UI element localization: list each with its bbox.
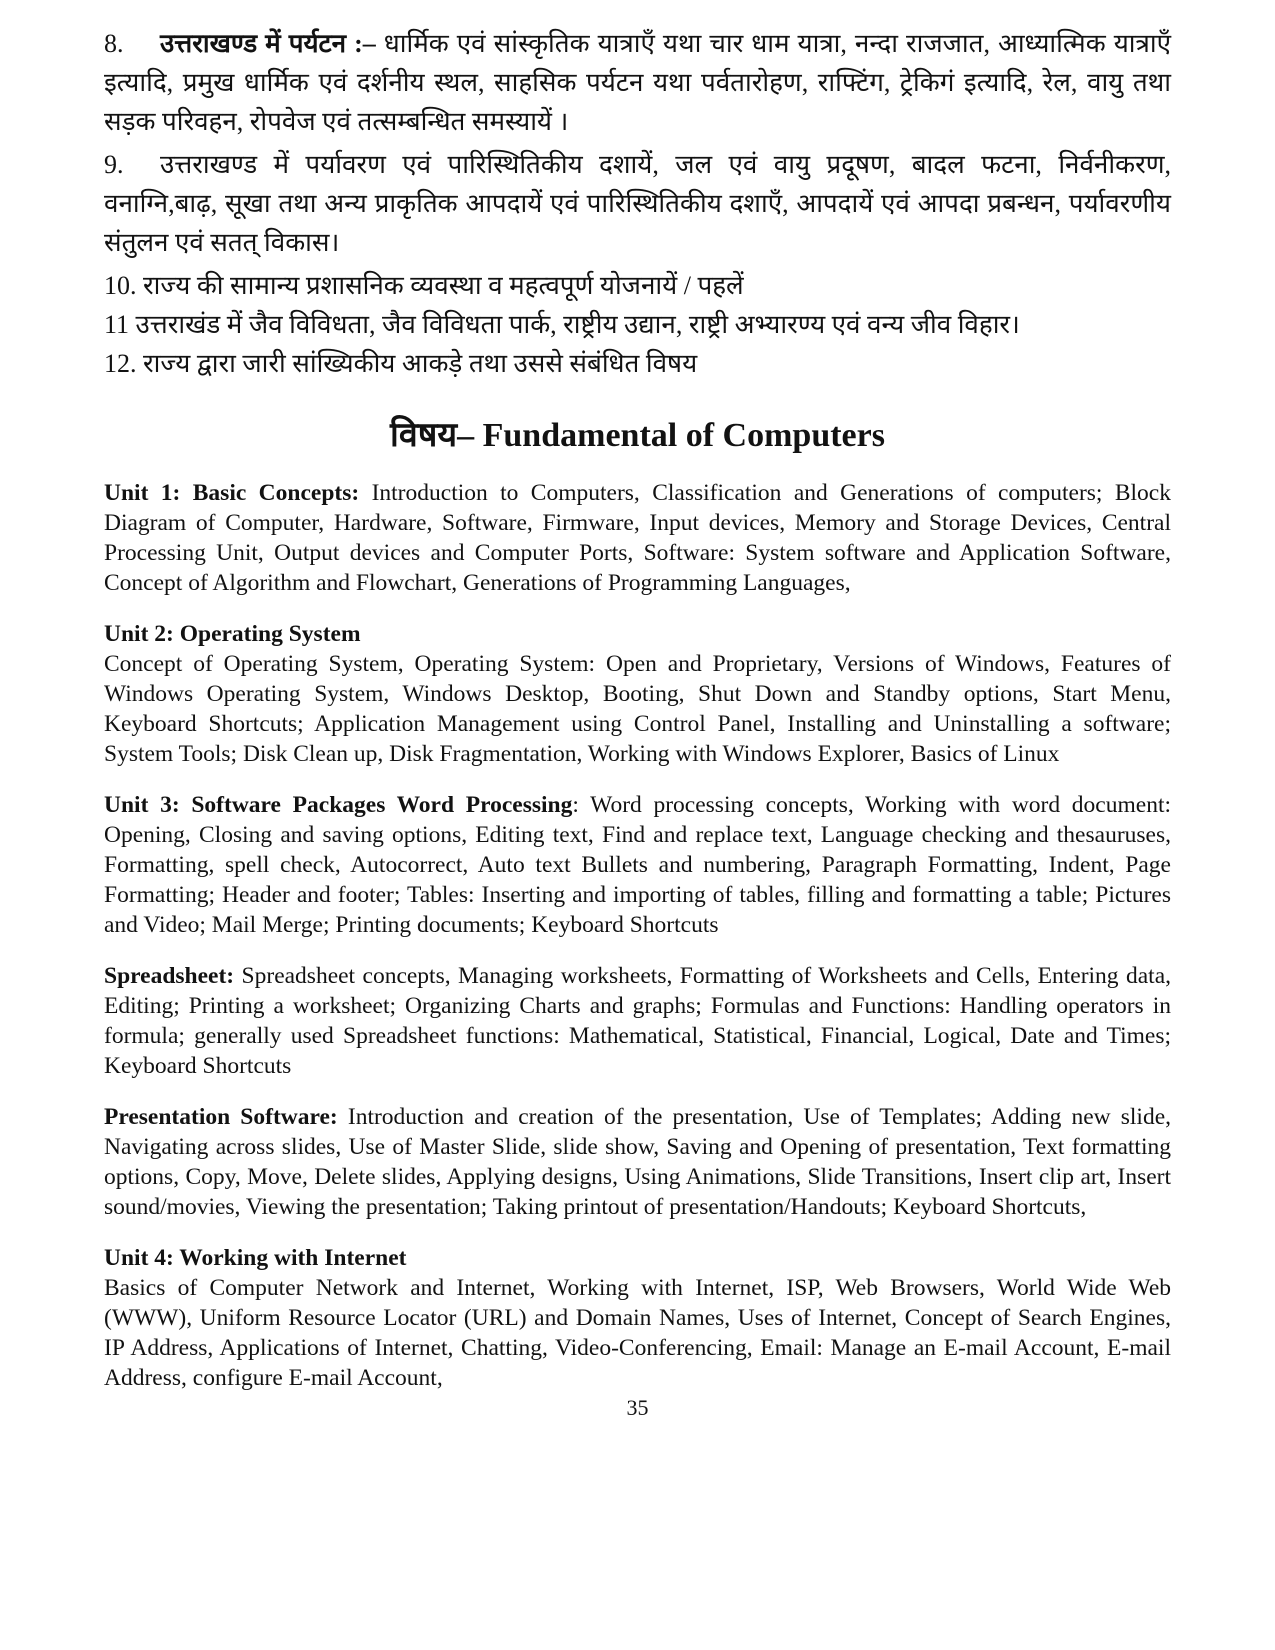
section-presentation [104,1102,1171,1222]
section-spreadsheet-lead: Spreadsheet: [104,963,235,989]
section-unit-3-lead: Unit 3: Software Packages Word Processing [104,792,573,818]
hindi-item-12 [104,344,1171,383]
hindi-item-10-text: राज्य की सामान्य प्रशासनिक व्यवस्था व महत्वपूर्ण योजनायें / पहलें [143,271,744,300]
hindi-item-9-text: उत्तराखण्ड में पर्यावरण एवं पारिस्थितिकीय दशायें, जल एवं वायु प्रदूषण, बादल फटना, निर्वनीकरण, वनाग्नि,बाढ़, सूखा तथा अन्य प्राकृतिक आपदायें एवं पारिस्थितिकीय दशाएँ, आपदायें एवं आपदा प्रबन्धन, पर्यावरणीय संतुलन एवं सतत् विकास। [104,150,1171,257]
section-unit-1-body: Introduction to Computers, Classification and Generations of computers; Block Diagram of Computer, Hardware, Software, Firmware, Input devices, Memory and Storage Devices, Central Processing Unit, Output devices and Computer Ports, Software: System software and Application Software, Concept of Algorithm and Flowchart, Generations of Programming Languages, [104,480,1171,596]
subject-heading-hindi: विषय– [390,417,475,454]
section-presentation-lead: Presentation Software: [104,1104,338,1130]
hindi-item-11 [104,305,1171,344]
item-number: 9. [104,150,124,179]
subject-heading-english: Fundamental of Computers [482,417,885,454]
section-unit-2-lead: Unit 2: Operating System [104,621,361,647]
hindi-item-8-text: धार्मिक एवं सांस्कृतिक यात्राएँ यथा चार धाम यात्रा, नन्दा राजजात, आध्यात्मिक यात्राएँ इत्यादि, प्रमुख धार्मिक एवं दर्शनीय स्थल, साहसिक पर्यटन यथा पर्वतारोहण, राफ्टिंग, ट्रेकिगं इत्यादि, रेल, वायु तथा सड़क परिवहन, रोपवेज एवं तत्सम्बन्धित समस्यायें । [104,29,1171,136]
section-unit-1-lead: Unit 1: Basic Concepts: [104,480,360,506]
hindi-item-8 [104,24,1171,141]
section-unit-2 [104,619,1171,769]
hindi-items-10-12 [104,266,1171,383]
section-unit-3 [104,790,1171,940]
hindi-item-11-text: उत्तराखंड में जैव विविधता, जैव विविधता पार्क, राष्ट्रीय उद्यान, राष्ट्री अभ्यारण्य एवं वन्य जीव विहार। [135,310,1020,339]
item-number: 10. [104,271,137,300]
hindi-item-8-lead: उत्तराखण्ड में पर्यटन :– [160,29,376,58]
section-unit-4-body: Basics of Computer Network and Internet, Working with Internet, ISP, Web Browsers, World Wide Web (WWW), Uniform Resource Locator (URL) and Domain Names, Uses of Internet, Concept of Search Engines, IP Address, Applications of Internet, Chatting, Video-Conferencing, Email: Manage an E-mail Account, E-mail Address, configure E-mail Account, [104,1275,1171,1391]
hindi-item-12-text: राज्य द्वारा जारी सांख्यिकीय आकड़े तथा उससे संबंधित विषय [143,349,698,378]
section-spreadsheet-body: Spreadsheet concepts, Managing worksheets, Formatting of Worksheets and Cells, Entering data, Editing; Printing a worksheet; Organizing Charts and graphs; Formulas and Functions: Handling operators in formula; generally used Spreadsheet functions: Mathematical, Statistical, Financial, Logical, Date and Times; Keyboard Shortcuts [104,963,1171,1079]
section-spreadsheet [104,961,1171,1081]
item-number: 11 [104,310,130,339]
section-unit-4-lead: Unit 4: Working with Internet [104,1245,407,1271]
page-number: 35 [626,1395,649,1420]
section-unit-2-body: Concept of Operating System, Operating System: Open and Proprietary, Versions of Windows, Features of Windows Operating System, Windows Desktop, Booting, Shut Down and Standby options, Start Menu, Keyboard Shortcuts; Application Management using Control Panel, Installing and Uninstalling a software; System Tools; Disk Clean up, Disk Fragmentation, Working with Windows Explorer, Basics of Linux [104,651,1171,767]
hindi-item-10 [104,266,1171,305]
section-unit-4 [104,1243,1171,1393]
subject-heading [104,415,1171,457]
section-unit-1 [104,478,1171,598]
item-number: 12. [104,349,137,378]
section-unit-3-body: : Word processing concepts, Working with word document: Opening, Closing and saving options, Editing text, Find and replace text, Language checking and thesauruses, Formatting, spell check, Autocorrect, Auto text Bullets and numbering, Paragraph Formatting, Indent, Page Formatting; Header and footer; Tables: Inserting and importing of tables, filling and formatting a table; Pictures and Video; Mail Merge; Printing documents; Keyboard Shortcuts [104,792,1171,938]
hindi-item-9 [104,145,1171,262]
section-presentation-body: Introduction and creation of the presentation, Use of Templates; Adding new slide, Navigating across slides, Use of Master Slide, slide show, Saving and Opening of presentation, Text formatting options, Copy, Move, Delete slides, Applying designs, Using Animations, Slide Transitions, Insert clip art, Insert sound/movies, Viewing the presentation; Taking printout of presentation/Handouts; Keyboard Shortcuts, [104,1104,1171,1220]
item-number: 8. [104,29,124,58]
